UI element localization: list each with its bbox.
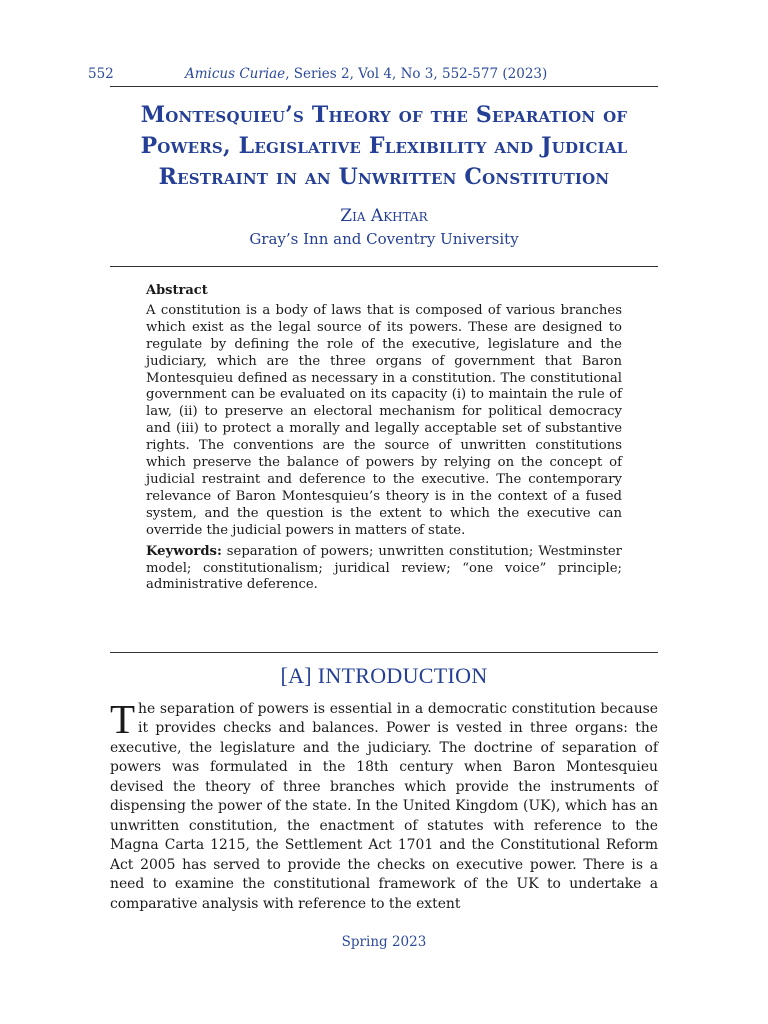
page-number: 552	[88, 66, 114, 82]
author-affiliation: Gray’s Inn and Coventry University	[249, 230, 519, 248]
keywords-list: separation of powers; unwritten constitution; Westminster model; constitutionalism; juridical review; “one voice” principle; administrative deference.	[146, 543, 622, 593]
header-rule	[110, 86, 658, 87]
introduction-paragraph	[110, 696, 658, 914]
abstract-text: A constitution is a body of laws that is composed of various branches which exist as the legal source of its powers. These are designed to regulate by defining the role of the executive, legislature and the judiciary, which are the three organs of government that Baron Montesquieu defined as necessary in a constitution. The constitutional government can be evaluated on its capacity (i) to maintain the rule of law, (ii) to preserve an electoral mechanism for political democracy and (iii) to protect a morally and legally acceptable set of substantive rights. The conventions are the source of unwritten constitutions which preserve the balance of powers by relying on the concept of judicial restraint and deference to the executive. The contemporary relevance of Baron Montesquieu’s theory is in the context of a fused system, and the question is the extent to which the executive can override the judicial powers in matters of state.	[146, 302, 622, 538]
abstract-block	[146, 283, 622, 594]
abstract-divider	[110, 652, 658, 653]
article-author: Zia Akhtar	[340, 206, 428, 226]
title-divider	[110, 266, 658, 267]
journal-name: Amicus Curiae	[185, 66, 286, 82]
keywords-label: Keywords:	[146, 543, 222, 559]
journal-details: , Series 2, Vol 4, No 3, 552-577 (2023)	[285, 66, 548, 82]
abstract-heading: Abstract	[146, 283, 208, 298]
journal-citation	[185, 66, 547, 82]
drop-cap: T	[110, 696, 136, 742]
section-heading-introduction: [A] INTRODUCTION	[280, 663, 488, 688]
keywords-line	[146, 544, 622, 595]
running-header	[88, 64, 658, 86]
page-footer: Spring 2023	[341, 934, 427, 950]
article-title: Montesquieu’s Theory of the Separation of Powers, Legislative Flexibility and Judicial Restraint in an Unwritten Constitution	[140, 102, 628, 190]
introduction-text: he separation of powers is essential in a democratic constitution because it provides checks and balances. Power is vested in three organs: the executive, the legislature and the judiciary. The doctrine of separation of powers was formulated in the 18th century when Baron Montesquieu devised the theory of three branches which provide the instruments of dispensing the power of the state. In the United Kingdom (UK), which has an unwritten constitution, the enactment of statutes with reference to the Magna Carta 1215, the Settlement Act 1701 and the Constitutional Reform Act 2005 has served to provide the checks on executive power. There is a need to examine the constitutional framework of the UK to undertake a comparative analysis with reference to the extent	[110, 701, 658, 912]
introduction-body	[110, 696, 658, 914]
